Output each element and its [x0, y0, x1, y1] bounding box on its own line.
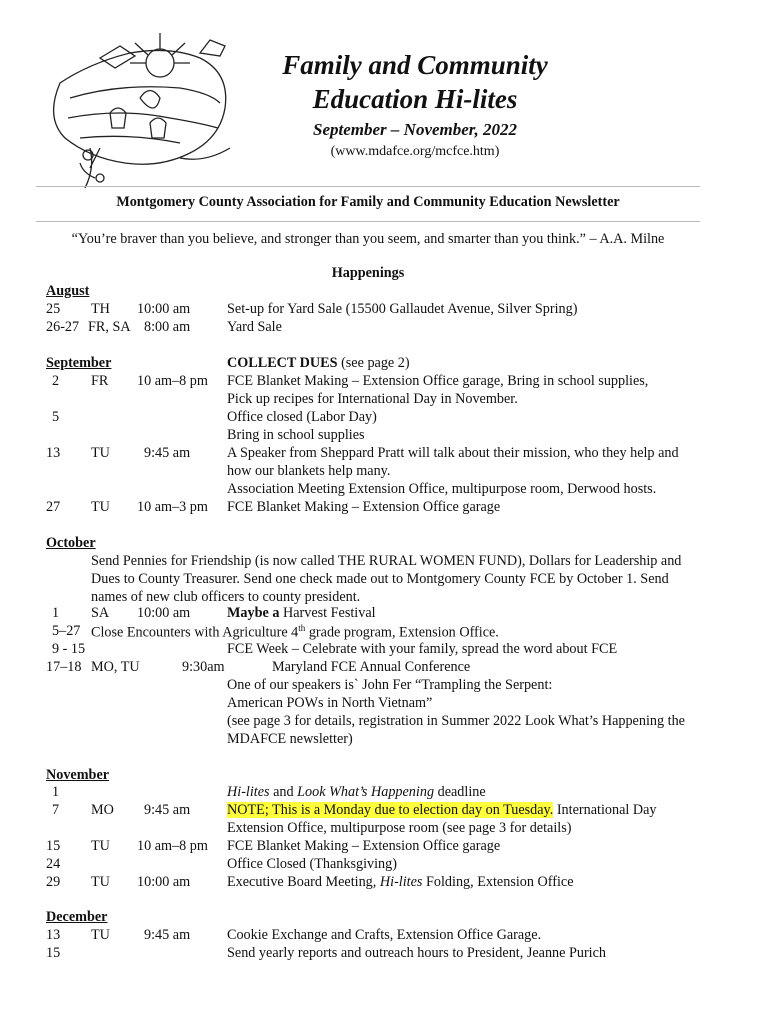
event-date: 17–18: [46, 659, 82, 675]
event-time: 9:45 am: [144, 802, 191, 818]
event-date: 25: [46, 301, 61, 317]
pennies-note: names of new club officers to county president.: [91, 589, 361, 605]
event-date: 15: [46, 945, 61, 961]
event-time: 10:00 am: [137, 301, 191, 317]
collect-dues-note: (see page 2): [337, 355, 410, 371]
event-date: 1: [52, 784, 60, 800]
newsletter-title-line1: Family and Community: [282, 50, 548, 80]
event-time: 9:45 am: [144, 927, 191, 943]
month-october: October: [46, 535, 96, 551]
event-description: (see page 3 for details, registration in Summer 2022 Look What’s Happening the: [227, 713, 685, 729]
event-day: TU: [91, 445, 110, 461]
event-description: Office Closed (Thanksgiving): [227, 856, 397, 872]
event-description: Maryland FCE Annual Conference: [272, 659, 471, 675]
hilites-italic: Hi-lites: [379, 874, 423, 890]
newsletter-title-line2: Education Hi-lites: [312, 84, 518, 114]
event-date: 29: [46, 874, 61, 890]
event-day: TU: [91, 838, 110, 854]
event-date: 9 - 15: [52, 641, 86, 657]
event-date: 27: [46, 499, 61, 515]
event-day: TH: [91, 301, 110, 317]
event-time: 9:30am: [182, 659, 225, 675]
event-description: FCE Blanket Making – Extension Office garage, Bring in school supplies,: [227, 373, 649, 389]
fce-logo-illustration-icon: [30, 28, 260, 198]
month-september: September: [46, 355, 112, 371]
event-description: Cookie Exchange and Crafts, Extension Office Garage.: [227, 927, 542, 943]
event-day: FR: [91, 373, 109, 389]
event-description: Association Meeting Extension Office, multipurpose room, Derwood hosts.: [227, 481, 657, 497]
event-day: MO: [91, 802, 114, 818]
pennies-note: Dues to County Treasurer. Send one check made out to Montgomery County FCE by October 1. Send: [91, 571, 669, 587]
newsletter-name: Montgomery County Association for Family and Community Education Newsletter: [116, 194, 620, 210]
bottom-divider: [36, 221, 700, 222]
event-description: [227, 874, 574, 891]
event-time: 10:00 am: [137, 605, 191, 621]
event-date: 2: [52, 373, 60, 389]
lwh-italic: Look What’s Happening: [297, 784, 435, 800]
event-description: A Speaker from Sheppard Pratt will talk about their mission, who they help and: [227, 445, 679, 461]
section-title: Happenings: [331, 265, 405, 281]
website-url: (www.mdafce.org/mcfce.htm): [330, 144, 500, 159]
event-day: TU: [91, 927, 110, 943]
event-date: 5: [52, 409, 60, 425]
election-day-note: NOTE; This is a Monday due to election day on Tuesday.: [227, 802, 554, 818]
event-date: 1: [52, 605, 60, 621]
event-description: Yard Sale: [227, 319, 282, 335]
close-encounters-a: Close Encounters with Agriculture 4: [91, 624, 299, 641]
event-date: 5–27: [52, 623, 81, 639]
event-time: 10 am–3 pm: [137, 499, 208, 515]
ordinal-suffix: th: [298, 623, 306, 633]
event-day: MO, TU: [91, 659, 140, 675]
event-description: Pick up recipes for International Day in November.: [227, 391, 518, 407]
event-description: Extension Office, multipurpose room (see page 3 for details): [227, 820, 572, 836]
event-time: 10 am–8 pm: [137, 838, 208, 854]
event-description: [227, 784, 486, 801]
collect-dues: [227, 355, 410, 372]
pennies-note: Send Pennies for Friendship (is now called THE RURAL WOMEN FUND), Dollars for Leadership and: [91, 553, 682, 569]
event-day: FR, SA: [88, 319, 131, 335]
event-description: Bring in school supplies: [227, 427, 365, 443]
event-date: 13: [46, 445, 61, 461]
top-divider: [36, 186, 700, 187]
deadline-text: deadline: [434, 784, 486, 800]
exec-board-a: Executive Board Meeting,: [227, 874, 380, 890]
month-november: November: [46, 767, 110, 783]
close-encounters-b: grade program, Extension Office.: [305, 624, 499, 641]
event-date: 13: [46, 927, 61, 943]
month-december: December: [46, 909, 108, 925]
event-date: 26-27: [46, 319, 80, 335]
event-description: Send yearly reports and outreach hours to President, Jeanne Purich: [227, 945, 607, 961]
exec-board-b: Folding, Extension Office: [422, 874, 574, 890]
event-day: TU: [91, 499, 110, 515]
event-description: Office closed (Labor Day): [227, 409, 377, 425]
maybe-bold: Maybe a: [227, 605, 280, 621]
event-description: [227, 605, 376, 622]
event-description: [227, 802, 657, 819]
event-description: One of our speakers is` John Fer “Trampling the Serpent:: [227, 677, 553, 693]
event-description: FCE Week – Celebrate with your family, spread the word about FCE: [227, 641, 618, 657]
quote: “You’re braver than you believe, and stronger than you seem, and smarter than you think.” – A.A. Milne: [71, 231, 665, 247]
event-time: 8:00 am: [144, 319, 191, 335]
event-date: 15: [46, 838, 61, 854]
event-time: 9:45 am: [144, 445, 191, 461]
event-description: American POWs in North Vietnam”: [227, 695, 433, 711]
event-time: 10:00 am: [137, 874, 191, 890]
event-description: how our blankets help many.: [227, 463, 391, 479]
event-description: [91, 623, 499, 642]
event-date: 7: [52, 802, 60, 818]
event-description: FCE Blanket Making – Extension Office garage: [227, 838, 501, 854]
event-description: Set-up for Yard Sale (15500 Gallaudet Avenue, Silver Spring): [227, 301, 578, 317]
event-description: MDAFCE newsletter): [227, 731, 353, 747]
and-text: and: [269, 784, 298, 800]
harvest-festival: Harvest Festival: [279, 605, 376, 621]
event-description: FCE Blanket Making – Extension Office garage: [227, 499, 501, 515]
international-day: International Day: [553, 802, 657, 818]
event-time: 10 am–8 pm: [137, 373, 208, 389]
issue-date-range: September – November, 2022: [313, 120, 517, 139]
event-date: 24: [46, 856, 61, 872]
hilites-italic: Hi-lites: [227, 784, 270, 800]
event-day: TU: [91, 874, 110, 890]
collect-dues-bold: COLLECT DUES: [227, 355, 338, 371]
month-august: August: [46, 283, 90, 299]
event-day: SA: [91, 605, 110, 621]
